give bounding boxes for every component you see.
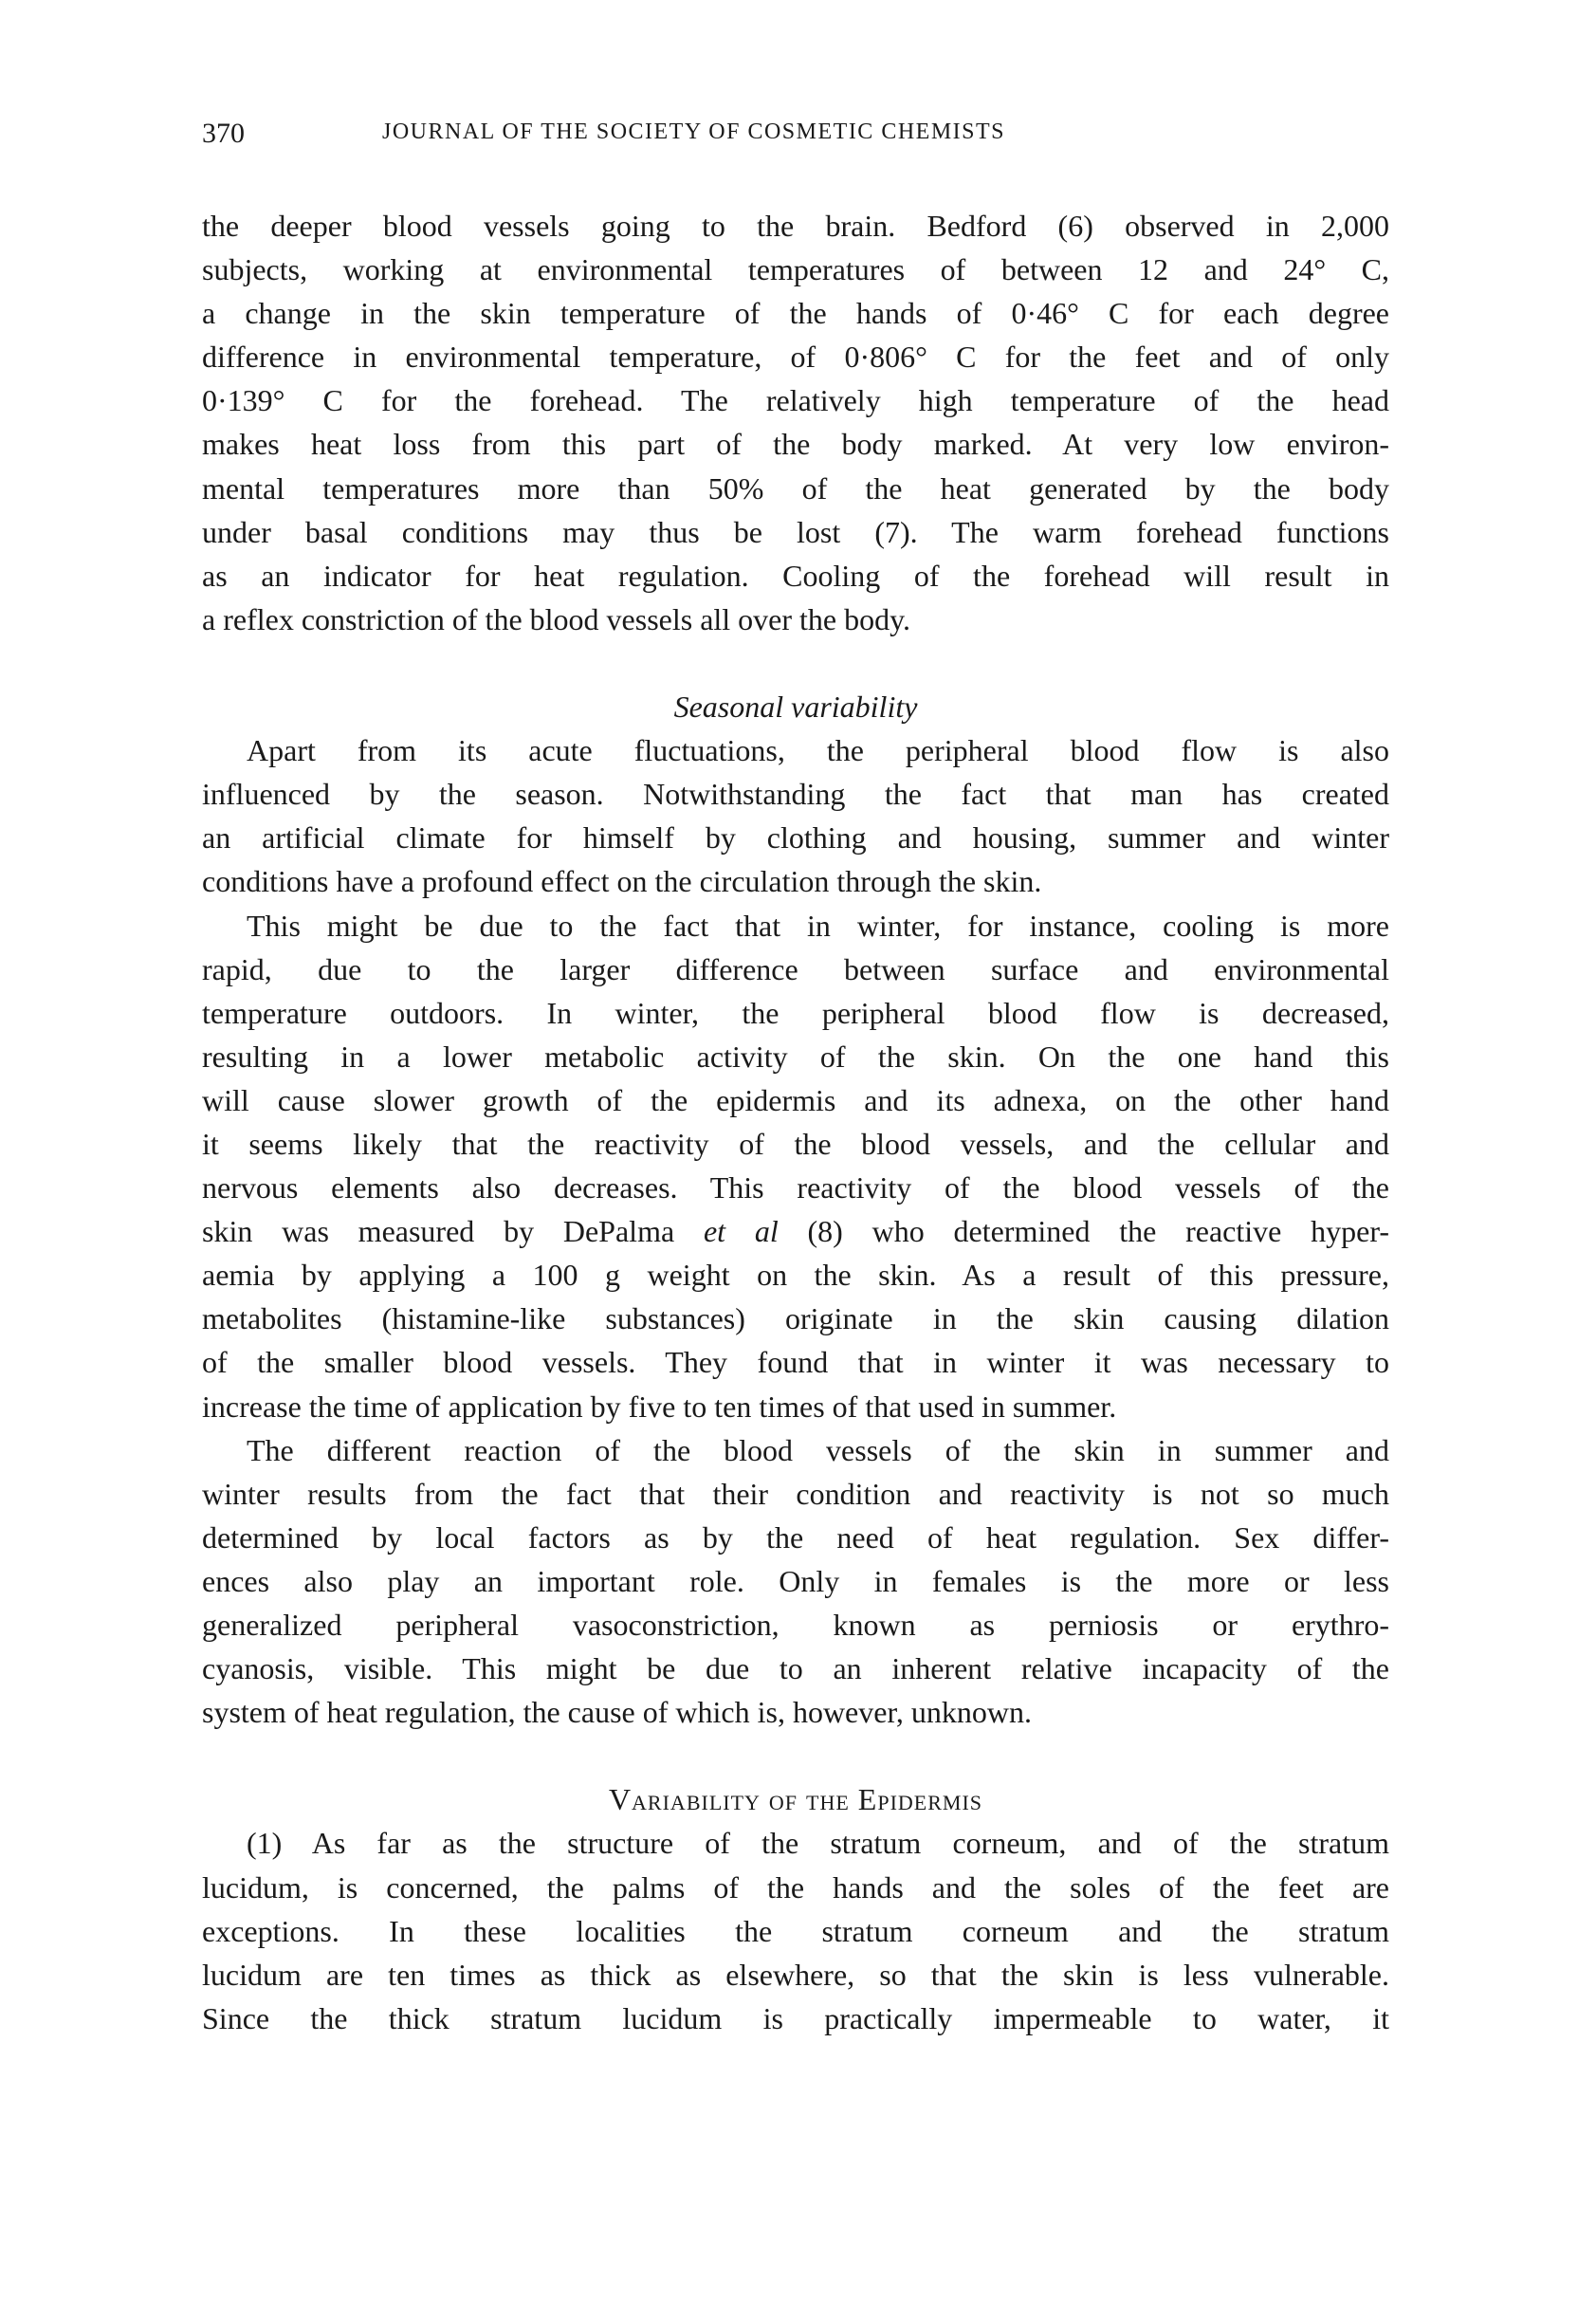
text-line: Since the thick stratum lucidum is practically impermeable to water, it bbox=[202, 2000, 1389, 2035]
text-segment: (8) who determined the reactive hyper- bbox=[778, 1214, 1390, 1249]
text-line: nervous elements also decreases. This reactivity of the blood vessels of the bbox=[202, 1170, 1389, 1206]
text-line: lucidum are ten times as thick as elsewhere, so that the skin is less vulnerable. bbox=[202, 1957, 1389, 1992]
text-line: The different reaction of the blood vessels of the skin in summer and bbox=[247, 1432, 1389, 1467]
text-line: subjects, working at environmental temperatures of between 12 and 24° C, bbox=[202, 252, 1389, 287]
running-head bbox=[202, 118, 1389, 156]
text-line: under basal conditions may thus be lost (7). The warm forehead functions bbox=[202, 514, 1389, 549]
paragraph bbox=[202, 728, 1389, 903]
text-line: cyanosis, visible. This might be due to an inherent relative incapacity of the bbox=[202, 1651, 1389, 1686]
text-line: winter results from the fact that their condition and reactivity is not so much bbox=[202, 1476, 1389, 1511]
text-line: difference in environmental temperature, of 0·806° C for the feet and of only bbox=[202, 340, 1389, 375]
text-segment: skin was measured by DePalma bbox=[202, 1214, 704, 1249]
text-line: as an indicator for heat regulation. Cooling of the forehead will result in bbox=[202, 558, 1389, 593]
text-line: the deeper blood vessels going to the brain. Bedford (6) observed in 2,000 bbox=[202, 209, 1389, 243]
paragraph bbox=[202, 1428, 1389, 1735]
text-line: will cause slower growth of the epidermis and its adnexa, on the other hand bbox=[202, 1082, 1389, 1117]
paragraph bbox=[202, 904, 1389, 1428]
text-line: of the smaller blood vessels. They found that in winter it was necessary to bbox=[202, 1345, 1389, 1380]
journal-title: JOURNAL OF THE SOCIETY OF COSMETIC CHEMISTS bbox=[382, 120, 1005, 144]
section-heading: Variability of the Epidermis bbox=[608, 1782, 983, 1817]
text-line: influenced by the season. Notwithstanding the fact that man has created bbox=[202, 777, 1389, 812]
text-line: aemia by applying a 100 g weight on the skin. As a result of this pressure, bbox=[202, 1258, 1389, 1293]
text-line bbox=[202, 1209, 1389, 1253]
italic-text: et al bbox=[703, 1214, 779, 1249]
body-text bbox=[202, 204, 1389, 2040]
paragraph bbox=[202, 1821, 1389, 2039]
text-line: rapid, due to the larger difference between surface and environmental bbox=[202, 951, 1389, 986]
text-line: temperature outdoors. In winter, the peripheral blood flow is decreased, bbox=[202, 995, 1389, 1030]
text-line: it seems likely that the reactivity of the blood vessels, and the cellular and bbox=[202, 1126, 1389, 1161]
text-line: Apart from its acute fluctuations, the peripheral blood flow is also bbox=[247, 733, 1389, 768]
page-number: 370 bbox=[202, 118, 245, 149]
text-line: makes heat loss from this part of the body marked. At very low environ- bbox=[202, 427, 1389, 462]
text-line: 0·139° C for the forehead. The relatively high temperature of the head bbox=[202, 383, 1389, 418]
text-line: a change in the skin temperature of the hands of 0·46° C for each degree bbox=[202, 296, 1389, 331]
text-line: (1) As far as the structure of the stratum corneum, and of the stratum bbox=[247, 1826, 1389, 1861]
text-line: generalized peripheral vasoconstriction, known as perniosis or erythro- bbox=[202, 1608, 1389, 1642]
paragraph bbox=[202, 204, 1389, 641]
text-line: lucidum, is concerned, the palms of the hands and the soles of the feet are bbox=[202, 1869, 1389, 1905]
section-heading: Seasonal variability bbox=[673, 690, 918, 725]
text-line: an artificial climate for himself by clothing and housing, summer and winter bbox=[202, 820, 1389, 856]
text-line: resulting in a lower metabolic activity of the skin. On the one hand this bbox=[202, 1039, 1389, 1074]
text-line: metabolites (histamine-like substances) originate in the skin causing dilation bbox=[202, 1301, 1389, 1336]
text-line: conditions have a profound effect on the circulation through the skin. bbox=[202, 864, 1042, 899]
text-line: determined by local factors as by the need of heat regulation. Sex differ- bbox=[202, 1519, 1389, 1555]
text-line: a reflex constriction of the blood vessels all over the body. bbox=[202, 601, 911, 636]
text-line: This might be due to the fact that in winter, for instance, cooling is more bbox=[247, 908, 1389, 943]
text-line: ences also play an important role. Only in females is the more or less bbox=[202, 1563, 1389, 1598]
text-line: exceptions. In these localities the stratum corneum and the stratum bbox=[202, 1913, 1389, 1948]
text-line: mental temperatures more than 50% of the heat generated by the body bbox=[202, 470, 1389, 506]
text-line: system of heat regulation, the cause of which is, however, unknown. bbox=[202, 1695, 1032, 1730]
text-line: increase the time of application by five to ten times of that used in summer. bbox=[202, 1389, 1117, 1424]
